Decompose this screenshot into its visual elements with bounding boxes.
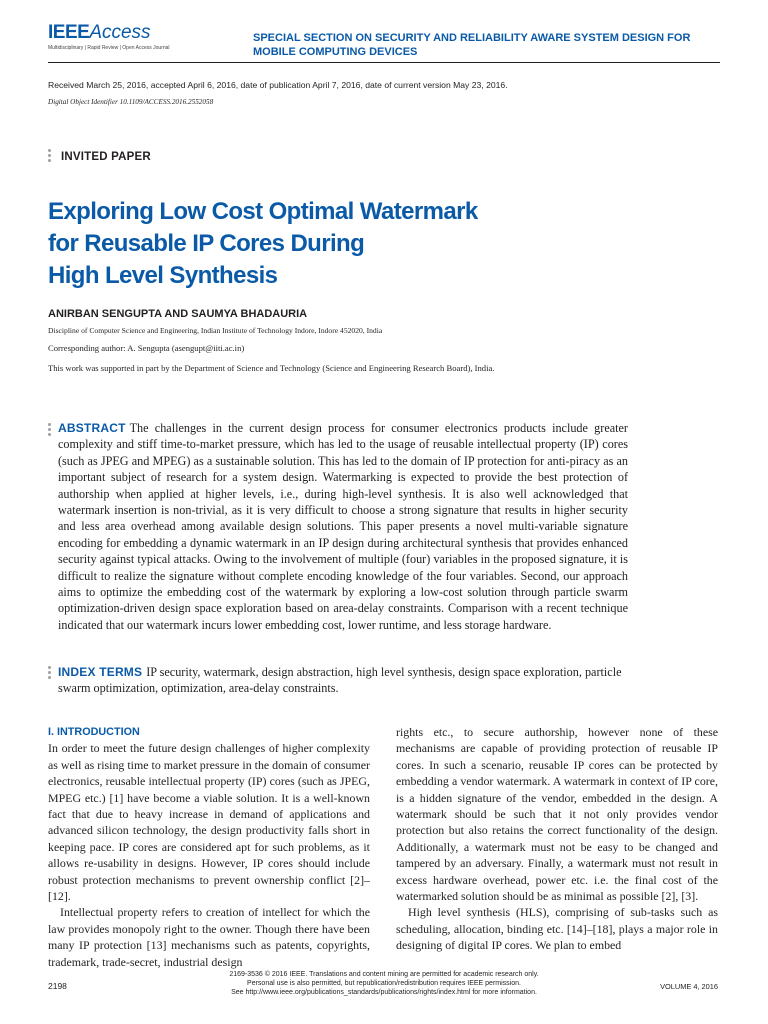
volume-label: VOLUME 4, 2016 bbox=[660, 982, 718, 991]
dotted-marker-icon bbox=[48, 423, 52, 438]
copyright-line-1: 2169-3536 © 2016 IEEE. Translations and content mining are permitted for academic research only. bbox=[229, 971, 539, 978]
body-paragraph: In order to meet the future design challenges of higher complexity as well as rising time to market pressure in the domain of consumer electronics, reusable intellectual property (IP) cores (such as JPEG, MPEG etc.) [1] have become a viable solution. It is a well-known fact that due to heavy increase in demand of applications and advanced silicon technology, the design productivity falls short in keeping pace. IP cores are considered apt for such problems, as it allows re-usability in designs. However, IP cores should include robust protection mechanisms to prevent ownership conflict [2]–[12]. bbox=[48, 741, 370, 904]
doi-line: Digital Object Identifier 10.1109/ACCESS.2016.2552058 bbox=[48, 98, 214, 106]
body-left-column bbox=[48, 724, 370, 970]
index-terms-block bbox=[58, 664, 628, 697]
body-paragraph: High level synthesis (HLS), comprising of sub-tasks such as scheduling, allocation, binding etc. [14]–[18], plays a major role in designing of digital IP cores. We plan to embed bbox=[396, 905, 718, 953]
funding-note: This work was supported in part by the Department of Science and Technology (Science and Engineering Research Board), India. bbox=[48, 363, 495, 373]
title-line-1: Exploring Low Cost Optimal Watermark bbox=[48, 198, 478, 225]
body-paragraph: rights etc., to secure authorship, however none of these mechanisms are capable of providing protection of reusable IP cores. In such a scenario, reusable IP cores can be protected by embedding a vendor watermark. A watermark in context of IP core, is a hidden signature of the vendor, embedded in the design. A watermark should be such that it not only provides vendor protection but also retains the correct functionality of the design. Additionally, a watermark must not be easy to be changed and tampered by an adversary. Finally, a watermark must not result in excess hardware overhead, power etc. i.e. the final cost of the watermarked solution should be as minimal as possible [2], [3]. bbox=[396, 725, 718, 904]
logo-ieee-text: IEEE bbox=[48, 22, 90, 43]
title-line-3: High Level Synthesis bbox=[48, 262, 278, 289]
special-section-line1: SPECIAL SECTION ON SECURITY AND RELIABILITY AWARE SYSTEM DESIGN FOR bbox=[253, 32, 691, 44]
author-affiliation: Discipline of Computer Science and Engineering, Indian Institute of Technology Indore, Indore 452020, India bbox=[48, 326, 383, 335]
copyright-line-3: See http://www.ieee.org/publications_standards/publications/rights/index.html for more information. bbox=[231, 989, 537, 996]
body-paragraph: Intellectual property refers to creation of intellect for which the law provides monopoly right to the owner. Though there have been many IP protection [13] mechanisms such as patents, copyrights, trademark, trade-secret, industrial design bbox=[48, 905, 370, 969]
paper-type-label: INVITED PAPER bbox=[61, 151, 151, 163]
abstract-text: The challenges in the current design process for consumer electronics products include greater complexity and stiff time-to-market pressure, which has led to the usage of reusable intellectual property (IP) cores (such as JPEG and MPEG) as a sustainable solution. This has led to the domain of IP protection for anti-piracy as an important subject of research for a system design. Watermarking is expected to provide the best protection of authorship when applied at higher levels, i.e., during high-level synthesis. It is also well acknowledged that watermark insertion is non-trivial, as it is very difficult to choose a strong signature that results in higher security and less area overhead among available design solutions. This paper presents a novel multi-variable signature encoding for embedding a dynamic watermark in an IP design during architectural synthesis that provides enhanced security against typical attacks. Owing to the involvement of multiple (four) variables in the proposed signature, it is difficult to realize the signature without complete encoding knowledge of the four variables. Second, our approach aims to optimize the embedding cost of the watermark by exploring a low-cost solution through particle swarm optimization-driven design space exploration based on area-delay constraints. Comparison with a recent technique indicated that our watermark incurs lower embedding cost, lower runtime, and less storage hardware. bbox=[58, 421, 628, 632]
received-dates: Received March 25, 2016, accepted April 6, 2016, date of publication April 7, 2016, date of current version May 23, 2016. bbox=[48, 80, 508, 90]
copyright-line-2: Personal use is also permitted, but republication/redistribution requires IEEE permission. bbox=[247, 980, 521, 987]
logo-tagline: Multidisciplinary | Rapid Review | Open Access Journal bbox=[48, 45, 170, 51]
dotted-marker-icon bbox=[48, 666, 52, 681]
abstract-block bbox=[58, 420, 628, 633]
index-terms-text: IP security, watermark, design abstraction, high level synthesis, design space exploration, particle swarm optimization, optimization, area-delay constraints. bbox=[58, 665, 622, 696]
author-names: ANIRBAN SENGUPTA AND SAUMYA BHADAURIA bbox=[48, 308, 308, 320]
body-right-column bbox=[396, 724, 718, 954]
section-heading: I. INTRODUCTION bbox=[48, 726, 140, 738]
header-divider bbox=[48, 62, 720, 63]
title-line-2: for Reusable IP Cores During bbox=[48, 230, 365, 257]
abstract-label: ABSTRACT bbox=[58, 421, 126, 435]
paper-title bbox=[48, 196, 568, 292]
index-terms-label: INDEX TERMS bbox=[58, 665, 143, 679]
journal-logo bbox=[48, 22, 178, 51]
logo-access-text: Access bbox=[89, 22, 151, 43]
special-section-line2: MOBILE COMPUTING DEVICES bbox=[253, 46, 418, 58]
dotted-marker-icon bbox=[48, 149, 52, 164]
page-number: 2198 bbox=[48, 981, 67, 991]
copyright-notice bbox=[0, 970, 768, 997]
corresponding-author: Corresponding author: A. Sengupta (asengupt@iiti.ac.in) bbox=[48, 343, 245, 353]
special-section-header bbox=[253, 31, 723, 59]
